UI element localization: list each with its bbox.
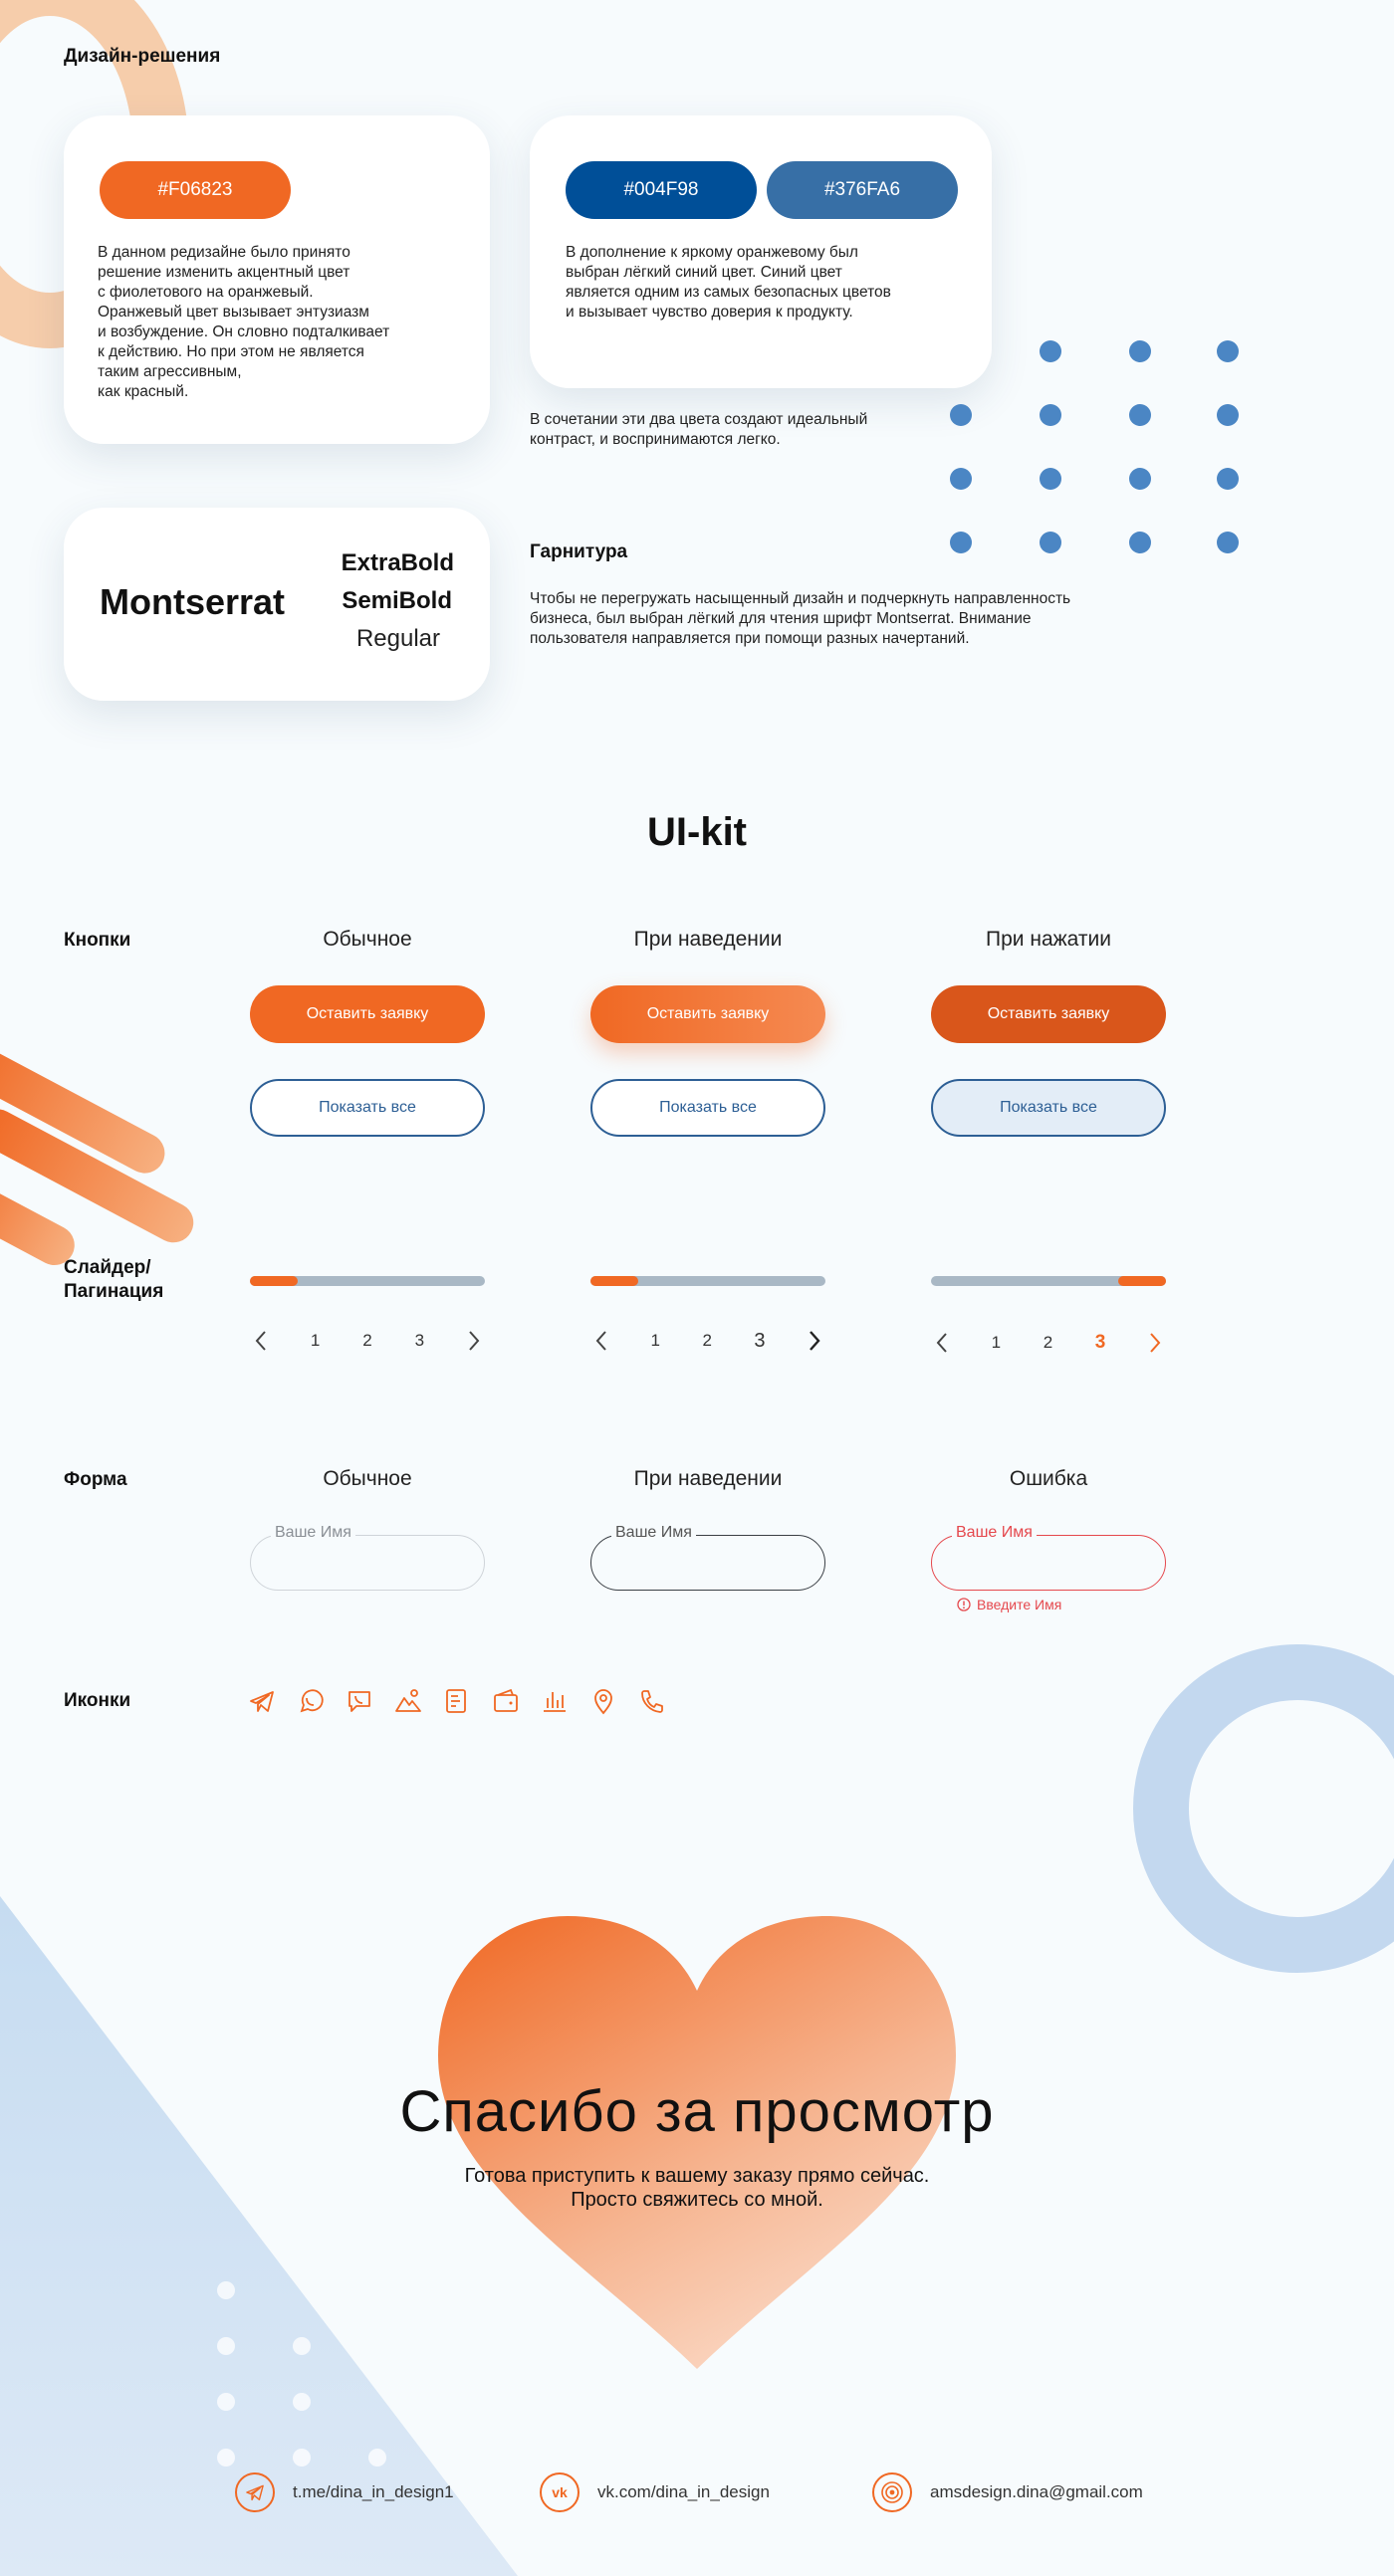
viber-icon: [345, 1686, 374, 1716]
alert-icon: [957, 1598, 971, 1611]
chevron-left-icon[interactable]: [594, 1330, 608, 1352]
slider-fill: [1118, 1276, 1166, 1286]
decorative-dot: [293, 2337, 311, 2355]
submit-button-hover[interactable]: Оставить заявку: [590, 985, 825, 1043]
phone-icon: [637, 1686, 667, 1716]
contact-telegram[interactable]: [235, 2472, 454, 2512]
page-1[interactable]: 1: [310, 1331, 321, 1350]
pagination-hover: [590, 1326, 825, 1356]
orange-color-swatch: #F06823: [100, 161, 291, 219]
mountain-icon: [393, 1686, 423, 1716]
typeface-heading: Гарнитура: [530, 541, 628, 562]
section-heading-design: Дизайн-решения: [64, 46, 221, 67]
font-weight-regular: Regular: [355, 625, 440, 652]
thanks-subtitle: Готова приступить к вашему заказу прямо сейчас. Просто свяжитесь со мной.: [464, 2165, 930, 2211]
submit-button-normal[interactable]: Оставить заявку: [250, 985, 485, 1043]
orange-color-description: В данном редизайне было принято решение изменить акцентный цвет с фиолетового на оранжевый. Оранжевый цвет вызывает энтузиазм и возбуждение. Он словно подталкивает к действию. Но при этом не является таким агрессивным, как красный.: [98, 244, 390, 400]
page-1[interactable]: 1: [991, 1333, 1002, 1352]
font-weight-extrabold: ExtraBold: [341, 549, 454, 576]
form-state-error-title: Ошибка: [1009, 1467, 1088, 1490]
decorative-dot-grid: [950, 340, 1249, 559]
submit-button-pressed[interactable]: Оставить заявку: [931, 985, 1166, 1043]
chevron-left-icon[interactable]: [935, 1332, 949, 1354]
decorative-dot: [293, 2393, 311, 2411]
decorative-ring-right: [1133, 1644, 1394, 1973]
name-field-error[interactable]: [931, 1524, 1166, 1591]
font-weight-semibold: SemiBold: [342, 587, 452, 614]
slider-label: Слайдер/ Пагинация: [64, 1257, 164, 1302]
telegram-icon: [235, 2472, 275, 2512]
icon-set: [247, 1686, 667, 1716]
slider-hover[interactable]: [590, 1276, 825, 1286]
show-all-button-pressed[interactable]: Показать все: [931, 1079, 1166, 1137]
pagination-normal: [250, 1326, 485, 1356]
font-card: [64, 508, 490, 701]
decorative-dot: [217, 2393, 235, 2411]
vk-icon: vk: [540, 2472, 580, 2512]
chevron-right-icon[interactable]: [1148, 1332, 1162, 1354]
name-field-normal[interactable]: [250, 1524, 485, 1591]
blue-color-description: В дополнение к яркому оранжевому был выбран лёгкий синий цвет. Синий цвет является одним из самых безопасных цветов и вызывает чувство доверия к продукту.: [566, 244, 891, 321]
name-field-hover[interactable]: [590, 1524, 825, 1591]
icons-label: Иконки: [64, 1690, 131, 1711]
decorative-heart: [438, 1916, 956, 2374]
font-name: Montserrat: [100, 581, 286, 622]
page-1[interactable]: 1: [650, 1331, 660, 1350]
decorative-dot: [368, 2449, 386, 2467]
decorative-dot: [217, 2281, 235, 2299]
state-hover-title: При наведении: [633, 928, 783, 951]
page-2[interactable]: 2: [1043, 1333, 1053, 1352]
uikit-title: UI-kit: [647, 810, 747, 854]
slider-normal[interactable]: [250, 1276, 485, 1286]
contact-email-text[interactable]: amsdesign.dina@gmail.com: [930, 2482, 1143, 2501]
color-combo-text: В сочетании эти два цвета создают идеальный контраст, и воспринимаются легко.: [530, 411, 868, 448]
blue-swatch: #376FA6: [767, 161, 958, 219]
form-label: Форма: [64, 1469, 127, 1490]
decorative-dot: [217, 2449, 235, 2467]
whatsapp-icon: [296, 1686, 326, 1716]
thanks-title: Спасибо за просмотр: [399, 2079, 995, 2144]
decorative-dot: [217, 2337, 235, 2355]
name-field-label: Ваше Имя: [952, 1524, 1037, 1542]
chevron-left-icon[interactable]: [254, 1330, 268, 1352]
form-state-hover-title: При наведении: [633, 1467, 783, 1490]
blue-dark-swatch: #004F98: [566, 161, 757, 219]
show-all-button-normal[interactable]: Показать все: [250, 1079, 485, 1137]
buttons-label: Кнопки: [64, 930, 131, 951]
page-3[interactable]: 3: [414, 1331, 425, 1350]
orange-color-card: [64, 115, 490, 444]
form-state-normal-title: Обычное: [323, 1467, 412, 1490]
field-error-message: [957, 1597, 1061, 1612]
decorative-dot: [293, 2449, 311, 2467]
show-all-button-hover[interactable]: Показать все: [590, 1079, 825, 1137]
page-2[interactable]: 2: [702, 1331, 712, 1350]
state-pressed-title: При нажатии: [986, 928, 1111, 951]
chart-icon: [540, 1686, 570, 1716]
slider-fill: [590, 1276, 638, 1286]
telegram-icon: [247, 1686, 277, 1716]
contact-vk[interactable]: [540, 2472, 770, 2512]
blue-color-card: [530, 115, 992, 388]
error-text: Введите Имя: [977, 1597, 1062, 1612]
page-2[interactable]: 2: [362, 1331, 372, 1350]
chevron-right-icon[interactable]: [467, 1330, 481, 1352]
email-icon: [872, 2472, 912, 2512]
chevron-right-icon[interactable]: [808, 1330, 821, 1352]
page-3-active[interactable]: 3: [1094, 1332, 1106, 1353]
contact-vk-text[interactable]: vk.com/dina_in_design: [597, 2482, 770, 2501]
contact-email[interactable]: [872, 2472, 1143, 2512]
state-normal-title: Обычное: [323, 928, 412, 951]
name-field-label: Ваше Имя: [271, 1524, 355, 1542]
contact-telegram-text[interactable]: t.me/dina_in_design1: [293, 2482, 454, 2501]
wallet-icon: [491, 1686, 521, 1716]
location-icon: [588, 1686, 618, 1716]
typeface-description: Чтобы не перегружать насыщенный дизайн и подчеркнуть направленность бизнеса, был выбран лёгкий для чтения шрифт Montserrat. Внимание пользователя направляется при помощи разных начертаний.: [530, 590, 1071, 647]
document-icon: [442, 1686, 472, 1716]
pagination-pressed: [931, 1328, 1166, 1358]
page-3[interactable]: 3: [754, 1329, 766, 1352]
name-field-label: Ваше Имя: [611, 1524, 696, 1542]
slider-pressed[interactable]: [931, 1276, 1166, 1286]
slider-fill: [250, 1276, 298, 1286]
